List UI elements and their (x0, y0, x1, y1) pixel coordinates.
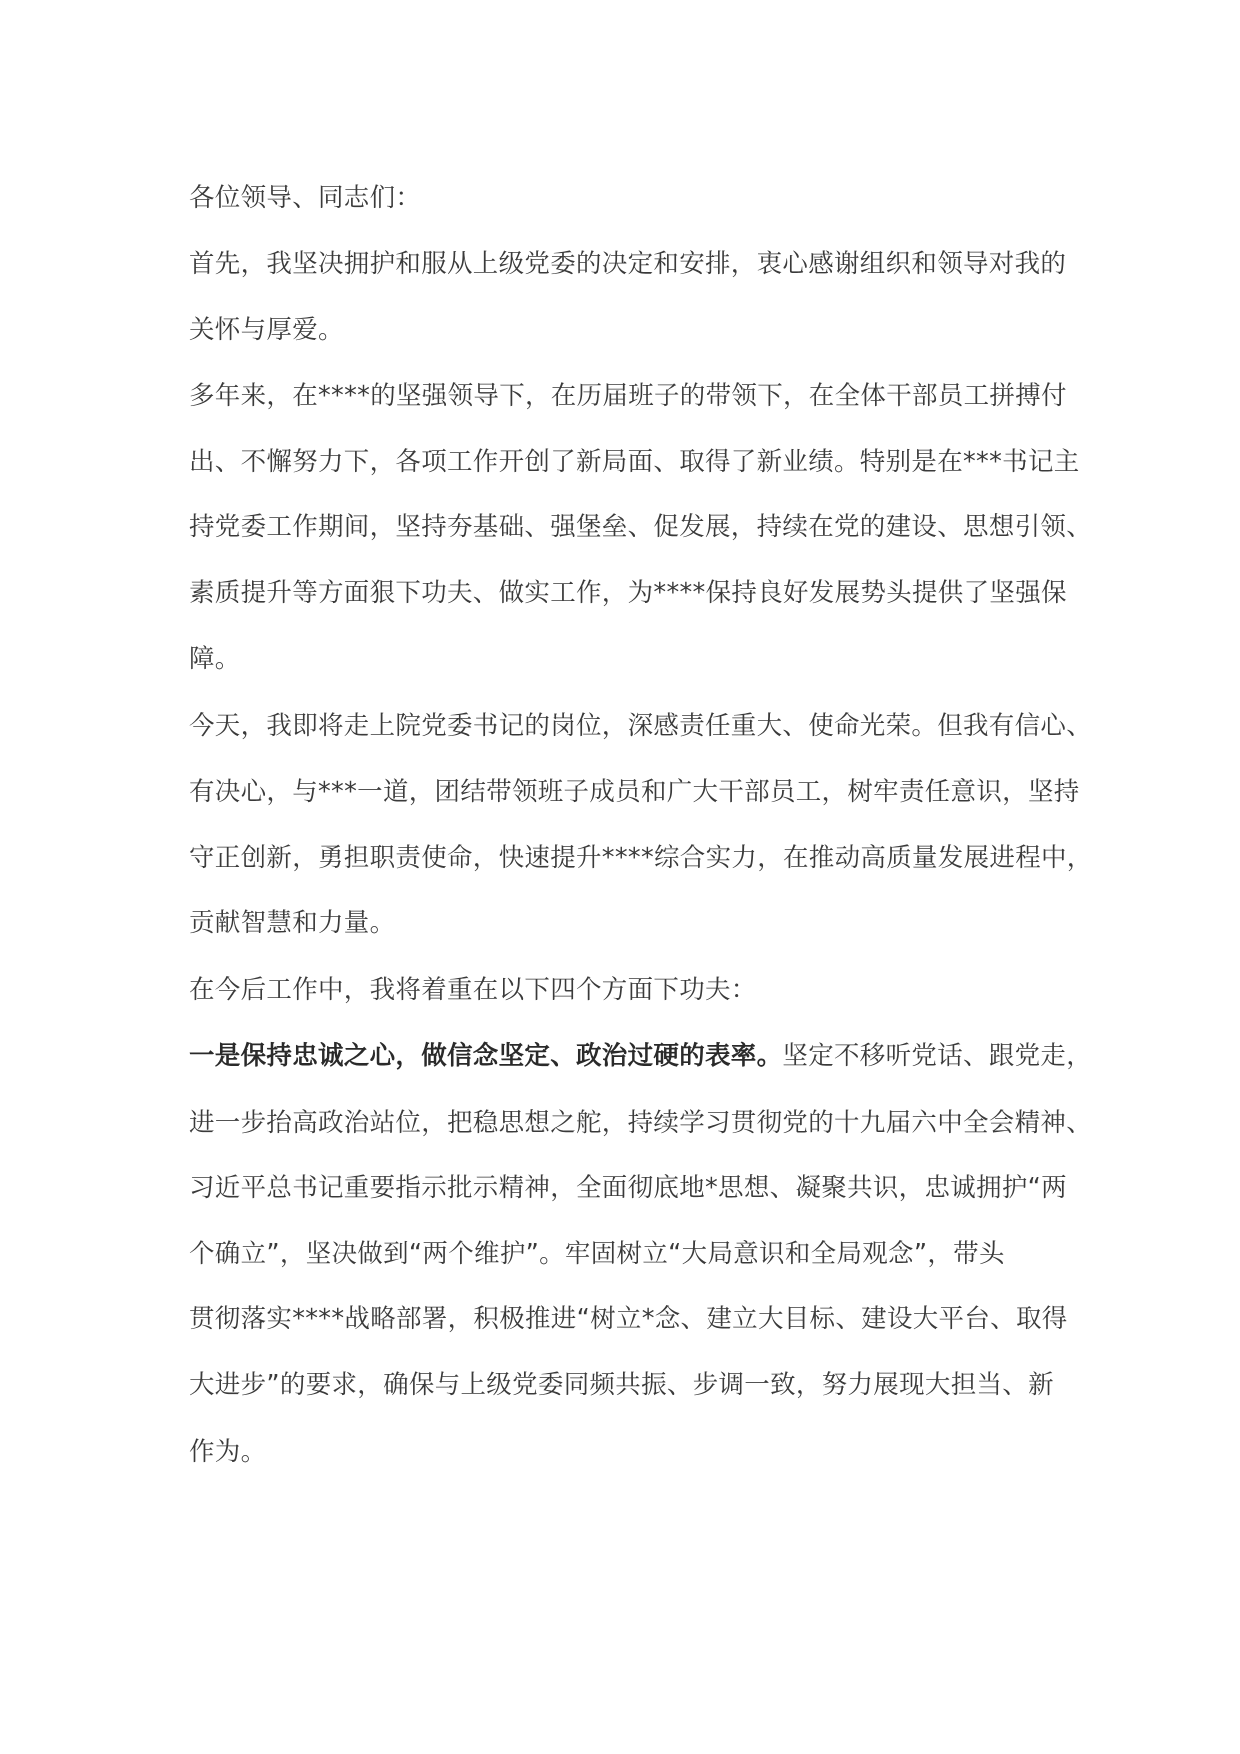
paragraph-line: 今天，我即将走上院党委书记的岗位，深感责任重大、使命光荣。但我有信心、 (189, 711, 1093, 741)
paragraph-line: 在今后工作中，我将着重在以下四个方面下功夫： (189, 975, 757, 1005)
paragraph-line: 持党委工作期间，坚持夯基础、强堡垒、促发展，持续在党的建设、思想引领、 (189, 512, 1093, 542)
salutation: 各位领导、同志们： (189, 183, 422, 213)
point-one-heading-line (189, 1036, 1093, 1076)
point-one-text: 坚定不移听党话、跟党走， (782, 1041, 1093, 1071)
paragraph-line: 首先，我坚决拥护和服从上级党委的决定和安排，衷心感谢组织和领导对我的 (189, 249, 1067, 279)
paragraph-line: 贯彻落实****战略部署，积极推进“树立*念、建立大目标、建设大平台、取得 (189, 1304, 1068, 1334)
paragraph-line: 障。 (189, 644, 241, 674)
paragraph-line: 大进步”的要求，确保与上级党委同频共振、步调一致，努力展现大担当、新 (189, 1370, 1054, 1400)
paragraph-line: 素质提升等方面狠下功夫、做实工作，为****保持良好发展势头提供了坚强保 (189, 578, 1067, 608)
paragraph-line: 守正创新，勇担职责使命，快速提升****综合实力，在推动高质量发展进程中， (189, 843, 1093, 873)
paragraph-line: 作为。 (189, 1437, 267, 1467)
paragraph-line: 贡献智慧和力量。 (189, 908, 396, 938)
paragraph-line: 习近平总书记重要指示批示精神，全面彻底地*思想、凝聚共识，忠诚拥护“两 (189, 1173, 1067, 1203)
paragraph-line: 关怀与厚爱。 (189, 315, 344, 345)
point-one-heading: 一是保持忠诚之心，做信念坚定、政治过硬的表率。 (189, 1041, 783, 1071)
paragraph-line: 个确立”，坚决做到“两个维护”。牢固树立“大局意识和全局观念”，带头 (189, 1239, 1005, 1269)
paragraph-line: 多年来，在****的坚强领导下，在历届班子的带领下，在全体干部员工拼搏付 (189, 381, 1067, 411)
paragraph-line: 进一步抬高政治站位，把稳思想之舵，持续学习贯彻党的十九届六中全会精神、 (189, 1108, 1093, 1138)
paragraph-line: 出、不懈努力下，各项工作开创了新局面、取得了新业绩。特别是在***书记主 (189, 447, 1080, 477)
paragraph-line: 有决心，与***一道，团结带领班子成员和广大干部员工，树牢责任意识，坚持 (189, 777, 1080, 807)
